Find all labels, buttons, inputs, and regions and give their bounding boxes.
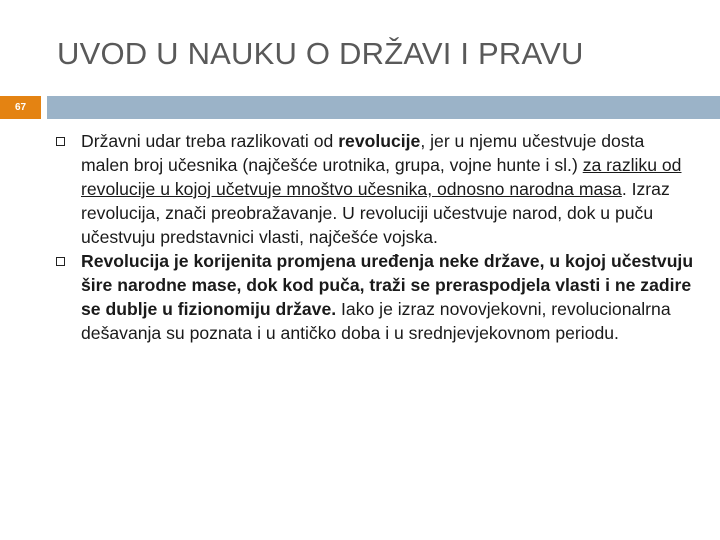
- bullet-text: . Izraz revolucija, znači preobražavanje. U revoluciji učestvuje narod, dok u puču učestvuju predstavnici vlasti, najčešće vojska.: [81, 179, 670, 247]
- bullet-text-bold: Revolucija je korijenita promjena uređenja neke države, u kojoj učestvuju šire narodne mase, dok kod puča, traži se preraspodjela vlasti i ne zadire se dublje u fizionomiju države.: [81, 251, 694, 319]
- bullet-text: Državni udar treba razlikovati od: [81, 131, 339, 151]
- bullet-text: , jer u njemu učestvuje dosta malen broj učesnika (najčešće urotnika, grupa, vojne hunte i sl.): [81, 131, 645, 175]
- header-divider-bar: [47, 96, 720, 119]
- bullet-item: [55, 129, 695, 249]
- bullet-text: Iako je izraz novovjekovni, revolucionalrna dešavanja su poznata i u antičko doba i u srednjevjekovnom periodu.: [81, 299, 671, 343]
- slide-title: UVOD U NAUKU O DRŽAVI I PRAVU: [57, 36, 584, 71]
- bullet-text-bold: revolucije: [338, 131, 421, 151]
- bullet-item: [55, 249, 695, 345]
- slide-number: 67: [14, 102, 27, 113]
- bullet-text-underlined: za razliku od revolucije u kojoj učetvuje mnoštvo učesnika, odnosno narodna masa: [81, 155, 682, 199]
- slide-content: [55, 129, 695, 345]
- square-bullet-icon: [56, 257, 65, 266]
- square-bullet-icon: [56, 137, 65, 146]
